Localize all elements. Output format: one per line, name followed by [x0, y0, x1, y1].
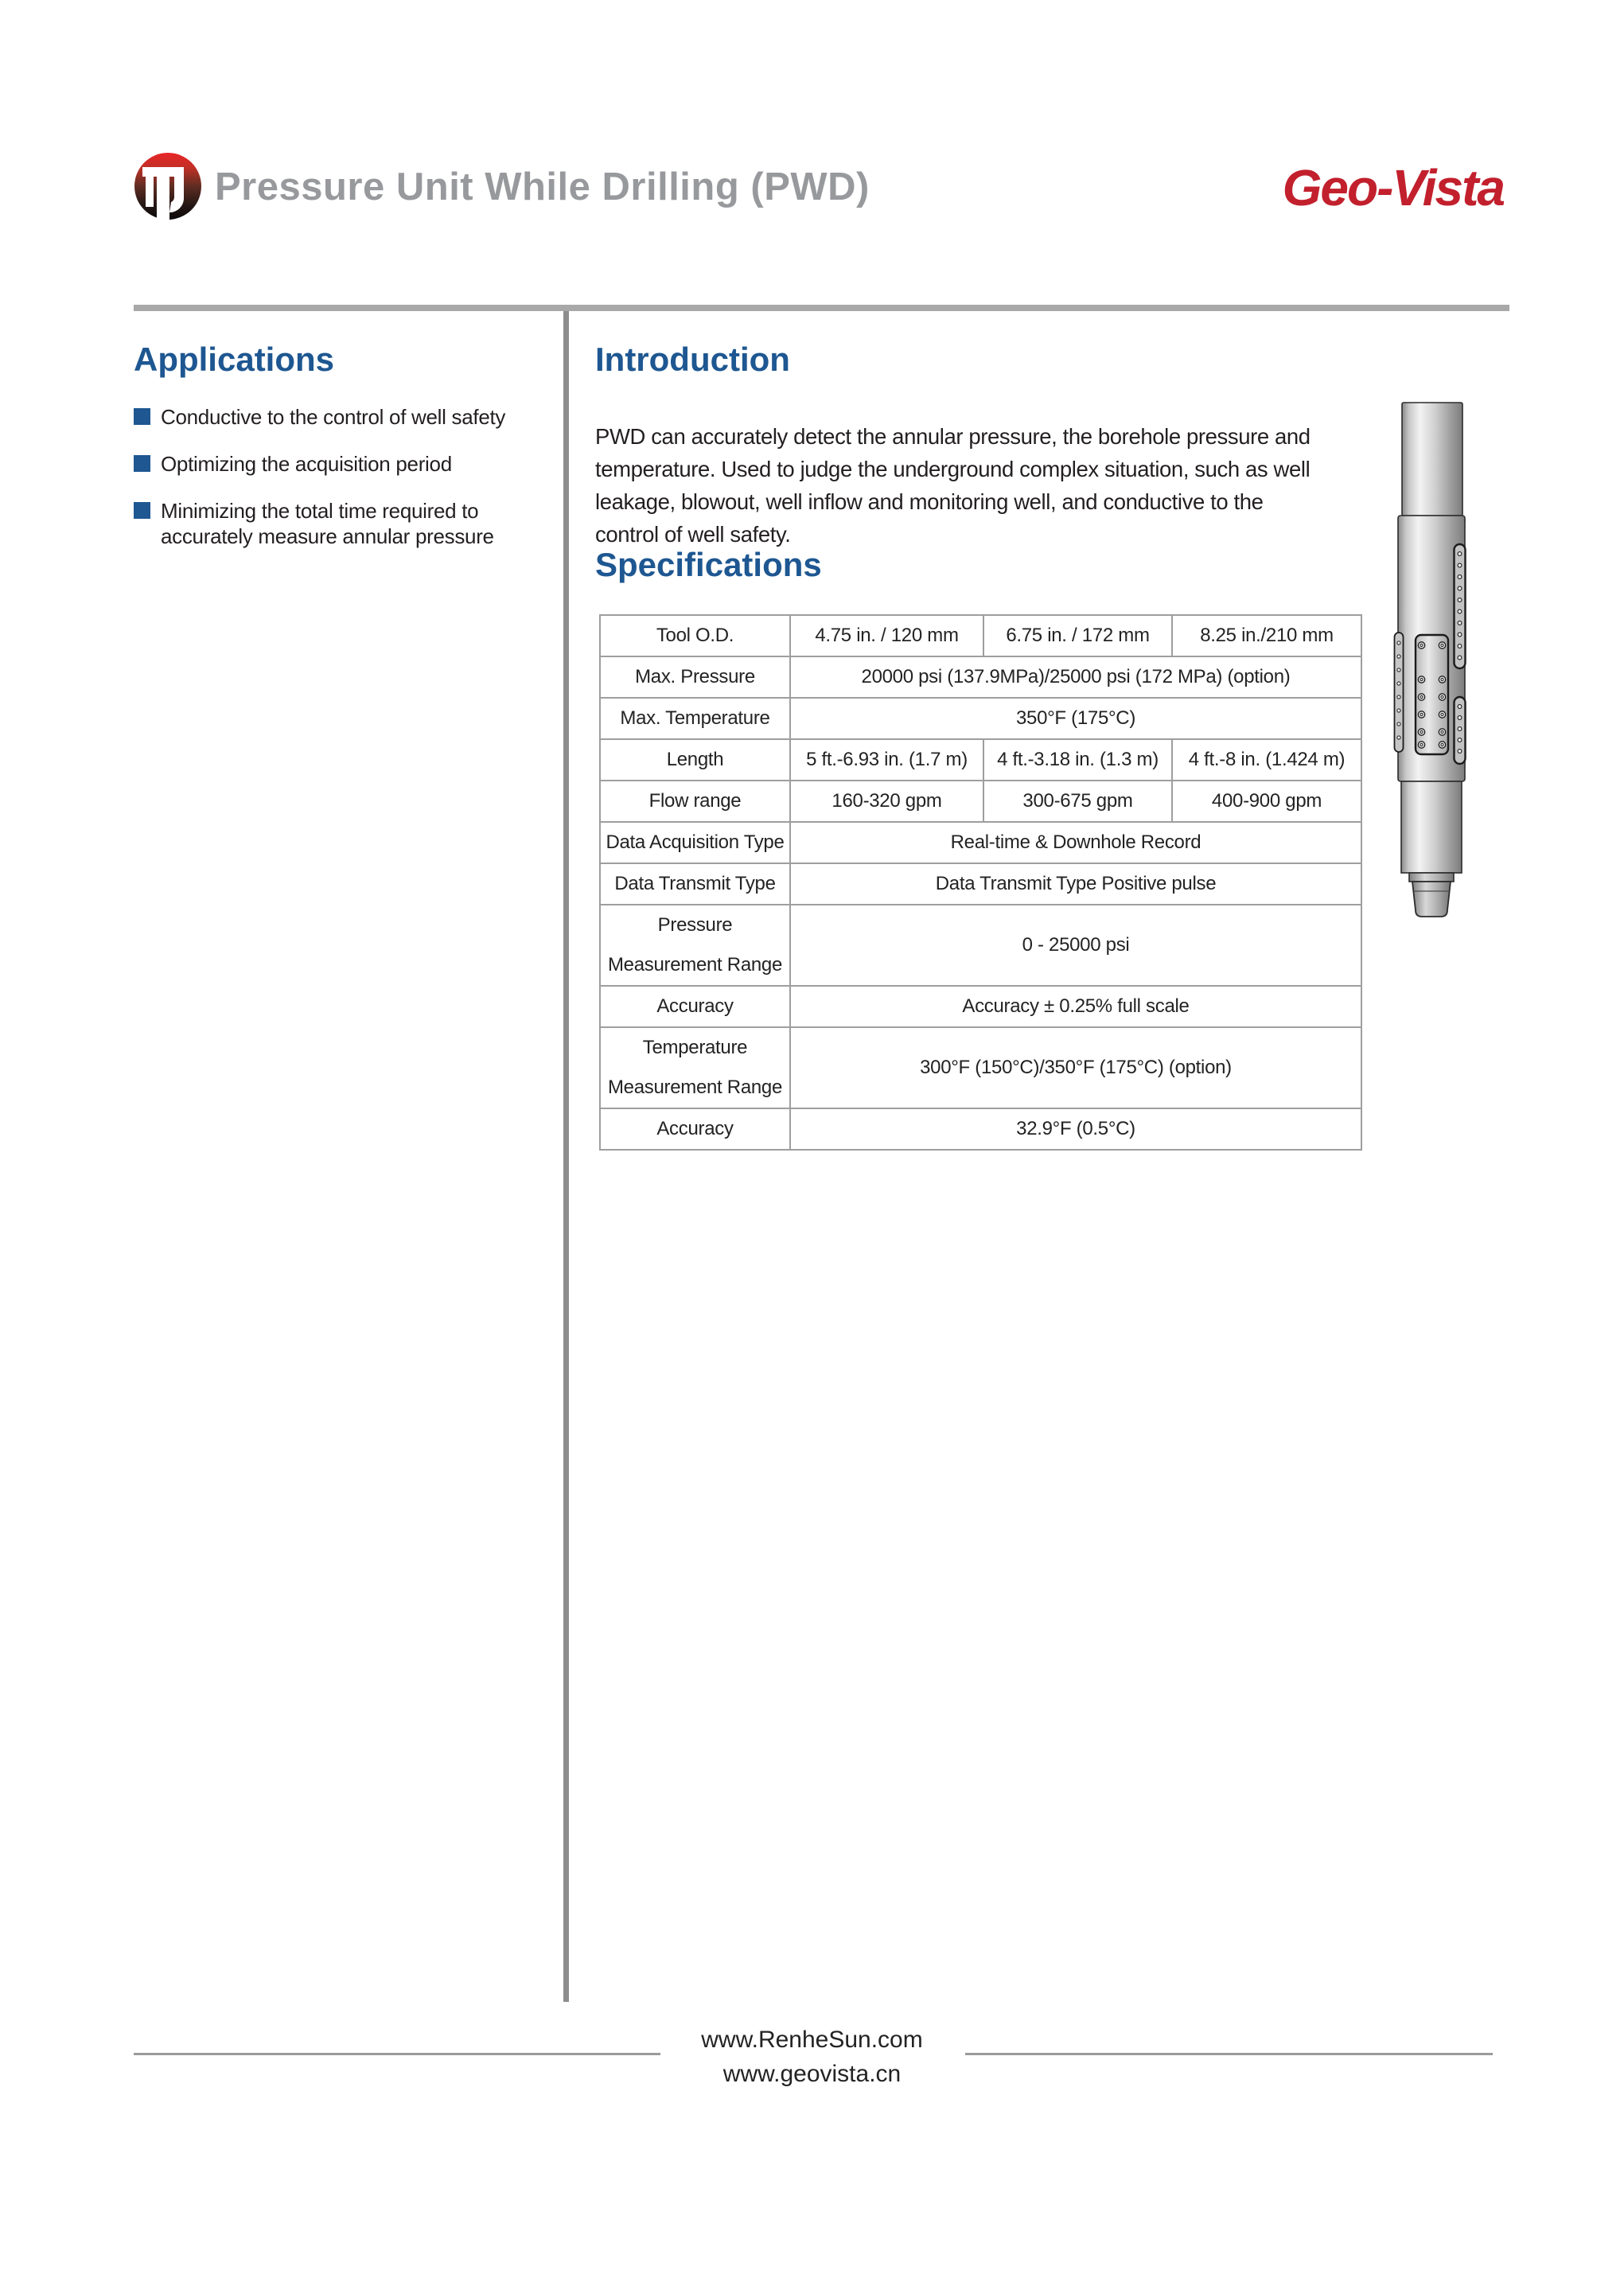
- footer: [0, 2023, 1624, 2091]
- spec-label: Max. Pressure: [600, 656, 790, 698]
- introduction-heading: Introduction: [595, 341, 790, 378]
- spec-value: 5 ft.-6.93 in. (1.7 m): [790, 739, 983, 781]
- spec-value: 300°F (150°C)/350°F (175°C) (option): [790, 1027, 1361, 1108]
- list-item-text: Conductive to the control of well safety: [161, 405, 506, 429]
- table-row: [600, 822, 1361, 863]
- spec-value: 4 ft.-8 in. (1.424 m): [1172, 739, 1361, 781]
- table-row: [600, 863, 1361, 905]
- list-item: [134, 498, 574, 549]
- table-row: [600, 781, 1361, 822]
- spec-value: 6.75 in. / 172 mm: [983, 615, 1172, 656]
- table-row: [600, 1108, 1361, 1150]
- list-item: [134, 451, 574, 477]
- table-row: [600, 698, 1361, 739]
- specifications-heading: Specifications: [595, 546, 822, 583]
- spec-label: Accuracy: [600, 986, 790, 1027]
- company-logo-icon: [131, 150, 204, 234]
- spec-value: 4.75 in. / 120 mm: [790, 615, 983, 656]
- list-item-text: Minimizing the total time required to accurately measure annular pressure: [161, 499, 494, 548]
- spec-value: 350°F (175°C): [790, 698, 1361, 739]
- bullet-square-icon: [134, 408, 150, 425]
- specifications-table: [599, 614, 1362, 1151]
- list-item-text: Optimizing the acquisition period: [161, 452, 452, 476]
- spec-label: Accuracy: [600, 1108, 790, 1150]
- spec-label: Pressure Measurement Range: [600, 905, 790, 986]
- spec-label: Temperature Measurement Range: [600, 1027, 790, 1108]
- spec-value: 300-675 gpm: [983, 781, 1172, 822]
- spec-value: 8.25 in./210 mm: [1172, 615, 1361, 656]
- table-row: [600, 739, 1361, 781]
- table-row: [600, 986, 1361, 1027]
- spec-label: Tool O.D.: [600, 615, 790, 656]
- footer-url-geovista: www.geovista.cn: [722, 2061, 902, 2087]
- list-item: [134, 404, 574, 430]
- spec-value: 4 ft.-3.18 in. (1.3 m): [983, 739, 1172, 781]
- footer-url-renhesun: www.RenheSun.com: [701, 2027, 923, 2053]
- spec-value: 0 - 25000 psi: [790, 905, 1361, 986]
- spec-value: Data Transmit Type Positive pulse: [790, 863, 1361, 905]
- spec-label: Length: [600, 739, 790, 781]
- spec-value: 20000 psi (137.9MPa)/25000 psi (172 MPa) (option): [790, 656, 1361, 698]
- spec-label: Data Transmit Type: [600, 863, 790, 905]
- bullet-square-icon: [134, 455, 150, 472]
- brand-logo: Geo-Vista: [1282, 159, 1504, 216]
- table-row: [600, 1027, 1361, 1108]
- introduction-paragraph: PWD can accurately detect the annular pressure, the borehole pressure and temperature. Used to judge the underground complex situation, such as well leakage, blowout, well inflow and monitoring well, and conductive to the control of well safety.: [595, 423, 1310, 547]
- spec-value: Real-time & Downhole Record: [790, 822, 1361, 863]
- spec-value: 400-900 gpm: [1172, 781, 1361, 822]
- bullet-square-icon: [134, 502, 150, 519]
- applications-heading: Applications: [134, 341, 335, 378]
- table-row: [600, 615, 1361, 656]
- spec-value: 160-320 gpm: [790, 781, 983, 822]
- table-row: [600, 905, 1361, 986]
- spec-label: Max. Temperature: [600, 698, 790, 739]
- spec-value: Accuracy ± 0.25% full scale: [790, 986, 1361, 1027]
- table-row: [600, 656, 1361, 698]
- spec-value: 32.9°F (0.5°C): [790, 1108, 1361, 1150]
- page-title: Pressure Unit While Drilling (PWD): [215, 165, 870, 208]
- header-divider: [134, 305, 1509, 311]
- pwd-tool-drawing: [1391, 396, 1474, 923]
- spec-label: Data Acquisition Type: [600, 822, 790, 863]
- applications-list: [134, 404, 574, 570]
- spec-label: Flow range: [600, 781, 790, 822]
